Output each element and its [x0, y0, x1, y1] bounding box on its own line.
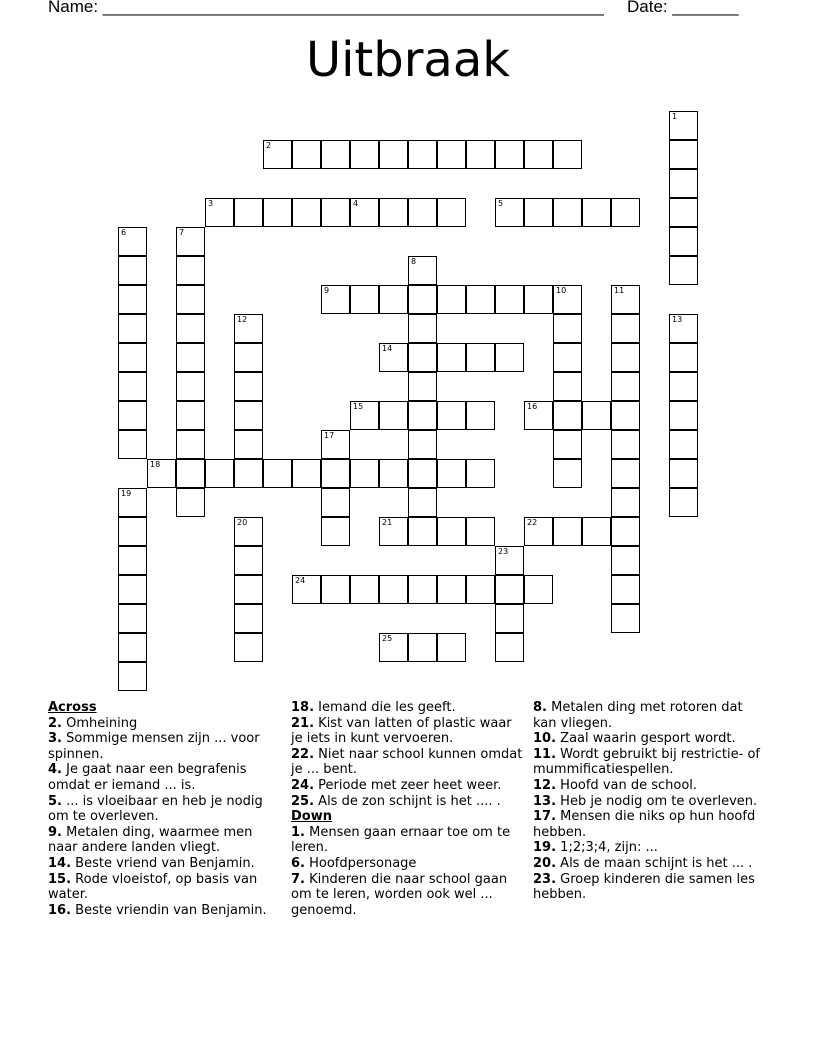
grid-cell[interactable] [408, 140, 437, 169]
cell-number: 17 [324, 431, 335, 440]
grid-cell[interactable] [524, 517, 553, 546]
cell-number: 23 [498, 547, 509, 556]
grid-cell[interactable] [350, 198, 379, 227]
cell-number: 22 [527, 518, 538, 527]
grid-cell[interactable] [437, 401, 466, 430]
grid-cell[interactable] [611, 488, 640, 517]
grid-cell[interactable] [176, 256, 205, 285]
grid-cell[interactable] [611, 314, 640, 343]
grid-cell[interactable] [350, 575, 379, 604]
grid-cell[interactable] [263, 459, 292, 488]
grid-cell[interactable] [669, 198, 698, 227]
clue-down-7: 7. Kinderen die naar school gaan om te leren, worden ook wel ... genoemd. [291, 871, 508, 918]
grid-cell[interactable] [176, 430, 205, 459]
clue-column-1 [48, 700, 283, 918]
grid-cell[interactable] [408, 633, 437, 662]
grid-cell[interactable] [234, 633, 263, 662]
grid-cell[interactable] [292, 459, 321, 488]
grid-cell[interactable] [234, 314, 263, 343]
down-heading: Down [291, 809, 332, 825]
grid-cell[interactable] [234, 517, 263, 546]
grid-cell[interactable] [379, 401, 408, 430]
grid-cell[interactable] [524, 285, 553, 314]
grid-cell[interactable] [611, 343, 640, 372]
grid-cell[interactable] [379, 517, 408, 546]
clue-across-3: 3. Sommige mensen zijn ... voor spinnen. [48, 731, 260, 762]
grid-cell[interactable] [234, 372, 263, 401]
cell-number: 18 [150, 460, 161, 469]
across-heading: Across [48, 700, 97, 715]
grid-cell[interactable] [234, 401, 263, 430]
clue-across-5: 5. ... is vloeibaar en heb je nodig om te overleven. [48, 793, 263, 825]
clue-down-12: 12. Hoofd van de school. [533, 777, 698, 793]
grid-cell[interactable] [234, 430, 263, 459]
clue-down-10: 10. Zaal waarin gesport wordt. [533, 731, 736, 747]
clue-down-17: 17. Mensen die niks op hun hoofd hebben. [533, 809, 756, 840]
grid-cell[interactable] [234, 459, 263, 488]
grid-cell[interactable] [234, 546, 263, 575]
grid-cell[interactable] [321, 285, 350, 314]
grid-cell[interactable] [350, 459, 379, 488]
cell-number: 19 [121, 489, 132, 498]
grid-cell[interactable] [408, 285, 437, 314]
grid-cell[interactable] [669, 488, 698, 517]
grid-cell[interactable] [379, 633, 408, 662]
grid-cell[interactable] [669, 256, 698, 285]
grid-cell[interactable] [669, 227, 698, 256]
grid-cell[interactable] [321, 488, 350, 517]
grid-cell[interactable] [611, 575, 640, 604]
grid-cell[interactable] [437, 198, 466, 227]
grid-cell[interactable] [118, 227, 147, 256]
grid-cell[interactable] [408, 372, 437, 401]
grid-cell[interactable] [118, 343, 147, 372]
grid-cell[interactable] [524, 140, 553, 169]
grid-cell[interactable] [379, 285, 408, 314]
grid-cell[interactable] [495, 198, 524, 227]
grid-cell[interactable] [176, 285, 205, 314]
grid-cell[interactable] [466, 285, 495, 314]
grid-cell[interactable] [176, 227, 205, 256]
grid-cell[interactable] [466, 575, 495, 604]
cell-number: 7 [179, 228, 185, 237]
grid-cell[interactable] [263, 198, 292, 227]
grid-cell[interactable] [321, 517, 350, 546]
grid-cell[interactable] [147, 459, 176, 488]
clue-across-18: 18. Iemand die les geeft. [291, 700, 456, 715]
grid-cell[interactable] [553, 517, 582, 546]
grid-cell[interactable] [553, 430, 582, 459]
grid-cell[interactable] [408, 575, 437, 604]
cell-number: 16 [527, 402, 538, 411]
grid-cell[interactable] [437, 285, 466, 314]
grid-cell[interactable] [321, 430, 350, 459]
clue-down-11: 11. Wordt gebruikt bij restrictie- of mummificatiespellen. [533, 746, 760, 778]
grid-cell[interactable] [408, 430, 437, 459]
clue-across-4: 4. Je gaat naar een begrafenis omdat er iemand ... is. [48, 762, 247, 793]
grid-cell[interactable] [176, 314, 205, 343]
cell-number: 15 [353, 402, 364, 411]
grid-cell[interactable] [553, 198, 582, 227]
clue-across-9: 9. Metalen ding, waarmee men naar andere landen vliegt. [48, 824, 253, 856]
cell-number: 20 [237, 518, 248, 527]
grid-cell[interactable] [553, 140, 582, 169]
clue-down-6: 6. Hoofdpersonage [291, 855, 417, 871]
grid-cell[interactable] [408, 401, 437, 430]
grid-cell[interactable] [611, 546, 640, 575]
grid-cell[interactable] [379, 459, 408, 488]
grid-cell[interactable] [611, 430, 640, 459]
grid-cell[interactable] [611, 198, 640, 227]
cell-number: 12 [237, 315, 248, 324]
cell-number: 5 [498, 199, 504, 208]
grid-cell[interactable] [466, 343, 495, 372]
grid-cell[interactable] [118, 256, 147, 285]
grid-cell[interactable] [321, 140, 350, 169]
cell-number: 8 [411, 257, 417, 266]
cell-number: 25 [382, 634, 393, 643]
grid-cell[interactable] [466, 401, 495, 430]
cell-number: 14 [382, 344, 393, 353]
grid-cell[interactable] [669, 401, 698, 430]
grid-cell[interactable] [524, 198, 553, 227]
grid-cell[interactable] [495, 285, 524, 314]
grid-cell[interactable] [292, 198, 321, 227]
grid-cell[interactable] [495, 546, 524, 575]
grid-cell[interactable] [553, 343, 582, 372]
grid-cell[interactable] [408, 256, 437, 285]
grid-cell[interactable] [669, 140, 698, 169]
clue-column-2 [291, 700, 526, 918]
grid-cell[interactable] [176, 459, 205, 488]
grid-cell[interactable] [669, 343, 698, 372]
grid-cell[interactable] [495, 633, 524, 662]
clue-across-21: 21. Kist van latten of plastic waar je iets in kunt vervoeren. [291, 715, 512, 747]
clue-down-8: 8. Metalen ding met rotoren dat kan vliegen. [533, 700, 743, 731]
grid-cell[interactable] [611, 285, 640, 314]
puzzle-title: Uitbraak [305, 32, 511, 88]
clue-across-14: 14. Beste vriend van Benjamin. [48, 855, 255, 871]
grid-cell[interactable] [553, 401, 582, 430]
grid-cell[interactable] [118, 372, 147, 401]
grid-cell[interactable] [611, 401, 640, 430]
grid-cell[interactable] [350, 401, 379, 430]
cell-number: 6 [121, 228, 127, 237]
grid-cell[interactable] [176, 488, 205, 517]
grid-cell[interactable] [408, 488, 437, 517]
grid-cell[interactable] [176, 401, 205, 430]
grid-cell[interactable] [292, 575, 321, 604]
grid-cell[interactable] [176, 343, 205, 372]
date-field-label: Date: _______ [627, 0, 739, 16]
grid-cell[interactable] [669, 459, 698, 488]
cell-number: 24 [295, 576, 306, 585]
grid-cell[interactable] [408, 459, 437, 488]
grid-cell[interactable] [321, 575, 350, 604]
clue-down-13: 13. Heb je nodig om te overleven. [533, 793, 758, 809]
grid-cell[interactable] [292, 140, 321, 169]
grid-cell[interactable] [205, 198, 234, 227]
grid-cell[interactable] [466, 517, 495, 546]
grid-cell[interactable] [495, 575, 524, 604]
grid-cell[interactable] [553, 372, 582, 401]
grid-cell[interactable] [582, 517, 611, 546]
grid-cell[interactable] [176, 372, 205, 401]
clue-across-2: 2. Omheining [48, 715, 138, 731]
cell-number: 3 [208, 199, 214, 208]
grid-cell[interactable] [118, 314, 147, 343]
grid-cell[interactable] [234, 343, 263, 372]
grid-cell[interactable] [669, 314, 698, 343]
grid-cell[interactable] [234, 575, 263, 604]
cell-number: 10 [556, 286, 567, 295]
grid-cell[interactable] [437, 140, 466, 169]
grid-cell[interactable] [321, 459, 350, 488]
clue-down-20: 20. Als de maan schijnt is het ... . [533, 855, 753, 871]
grid-cell[interactable] [495, 604, 524, 633]
grid-cell[interactable] [669, 111, 698, 140]
grid-cell[interactable] [234, 604, 263, 633]
cell-number: 2 [266, 141, 272, 150]
grid-cell[interactable] [234, 198, 263, 227]
grid-cell[interactable] [437, 575, 466, 604]
grid-cell[interactable] [553, 459, 582, 488]
grid-cell[interactable] [118, 633, 147, 662]
clue-down-1: 1. Mensen gaan ernaar toe om te leren. [291, 824, 511, 856]
grid-cell[interactable] [379, 343, 408, 372]
grid-cell[interactable] [553, 314, 582, 343]
grid-cell[interactable] [669, 372, 698, 401]
cell-number: 11 [614, 286, 625, 295]
grid-cell[interactable] [437, 459, 466, 488]
clue-down-19: 19. 1;2;3;4, zijn: ... [533, 840, 658, 856]
clue-across-22: 22. Niet naar school kunnen omdat je ... bent. [291, 746, 523, 778]
grid-cell[interactable] [263, 140, 292, 169]
grid-cell[interactable] [582, 198, 611, 227]
grid-cell[interactable] [437, 343, 466, 372]
grid-cell[interactable] [437, 633, 466, 662]
clue-down-23: 23. Groep kinderen die samen les hebben. [533, 871, 755, 903]
grid-cell[interactable] [118, 401, 147, 430]
grid-cell[interactable] [118, 285, 147, 314]
clue-across-16: 16. Beste vriendin van Benjamin. [48, 902, 267, 918]
clue-across-24: 24. Periode met zeer heet weer. [291, 777, 502, 793]
grid-cell[interactable] [350, 140, 379, 169]
grid-cell[interactable] [437, 517, 466, 546]
grid-cell[interactable] [118, 430, 147, 459]
grid-cell[interactable] [582, 401, 611, 430]
grid-cell[interactable] [379, 140, 408, 169]
grid-cell[interactable] [669, 430, 698, 459]
cell-number: 1 [672, 112, 678, 121]
grid-cell[interactable] [611, 517, 640, 546]
grid-cell[interactable] [118, 488, 147, 517]
clue-column-3 [533, 700, 768, 903]
grid-cell[interactable] [118, 604, 147, 633]
grid-cell[interactable] [408, 198, 437, 227]
grid-cell[interactable] [495, 343, 524, 372]
grid-cell[interactable] [524, 401, 553, 430]
clue-across-15: 15. Rode vloeistof, op basis van water. [48, 871, 258, 903]
grid-cell[interactable] [611, 459, 640, 488]
grid-cell[interactable] [466, 140, 495, 169]
name-field-label: Name: _____________________________________________________ [48, 0, 604, 16]
grid-cell[interactable] [408, 517, 437, 546]
grid-cell[interactable] [379, 198, 408, 227]
grid-cell[interactable] [350, 285, 379, 314]
cell-number: 4 [353, 199, 359, 208]
grid-cell[interactable] [466, 459, 495, 488]
cell-number: 9 [324, 286, 330, 295]
grid-cell[interactable] [321, 198, 350, 227]
cell-number: 21 [382, 518, 393, 527]
grid-cell[interactable] [118, 575, 147, 604]
grid-cell[interactable] [524, 575, 553, 604]
cell-number: 13 [672, 315, 683, 324]
grid-cell[interactable] [611, 604, 640, 633]
grid-cell[interactable] [118, 517, 147, 546]
grid-cell[interactable] [205, 459, 234, 488]
grid-cell[interactable] [379, 575, 408, 604]
grid-cell[interactable] [118, 546, 147, 575]
grid-cell[interactable] [495, 140, 524, 169]
grid-cell[interactable] [669, 169, 698, 198]
grid-cell[interactable] [408, 343, 437, 372]
grid-cell[interactable] [118, 662, 147, 691]
clue-across-25: 25. Als de zon schijnt is het .... . [291, 793, 501, 809]
grid-cell[interactable] [611, 372, 640, 401]
grid-cell[interactable] [408, 314, 437, 343]
grid-cell[interactable] [553, 285, 582, 314]
